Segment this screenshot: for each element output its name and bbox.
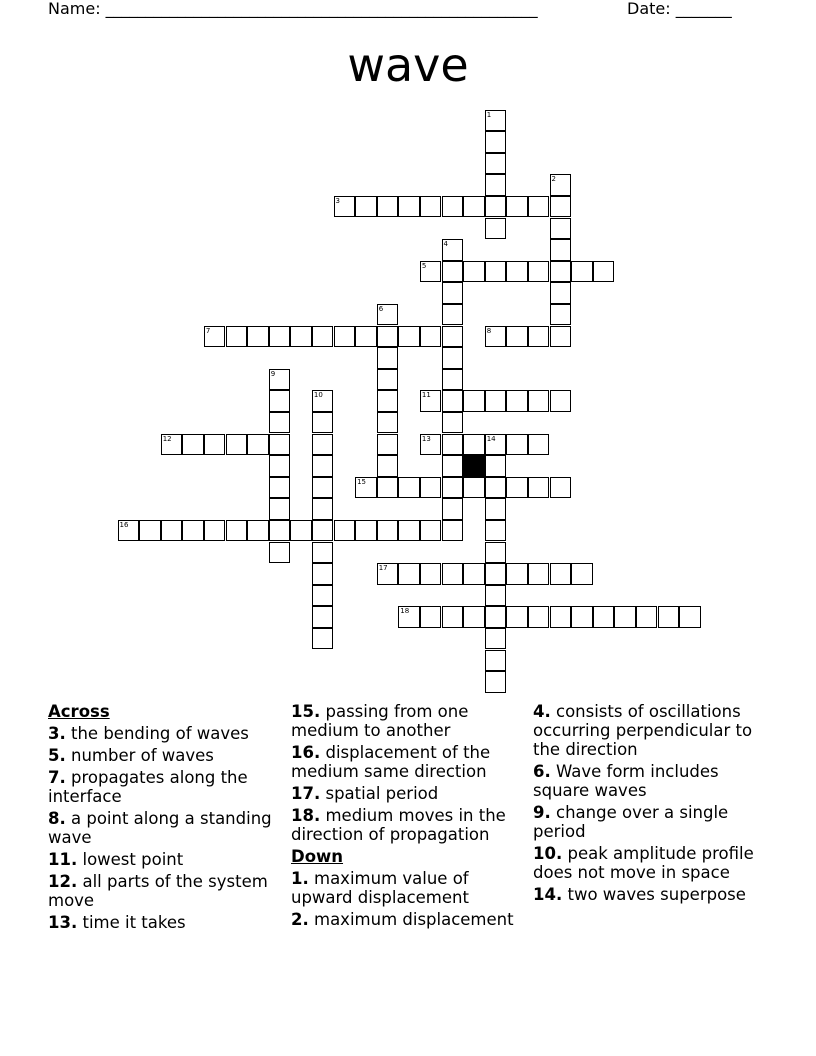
across-heading: Across (48, 702, 110, 721)
clue-number: 10 (313, 391, 323, 400)
across-clue (291, 806, 523, 844)
grid-cell[interactable] (442, 477, 464, 499)
grid-cell[interactable] (420, 520, 442, 542)
clue-text: Wave form includes square waves (533, 762, 719, 800)
grid-cell[interactable] (377, 434, 399, 456)
clue-number-label: 2. (291, 910, 309, 929)
grid-cell[interactable] (442, 563, 464, 585)
grid-cell[interactable] (204, 520, 226, 542)
grid-cell[interactable] (528, 261, 550, 283)
grid-cell[interactable] (485, 542, 507, 564)
clue-text: displacement of the medium same direction (291, 743, 491, 781)
grid-cell[interactable] (269, 520, 291, 542)
grid-cell[interactable] (442, 498, 464, 520)
down-heading: Down (291, 847, 344, 866)
grid-cell[interactable] (463, 390, 485, 412)
grid-cell[interactable] (550, 326, 572, 348)
grid-cell[interactable] (442, 606, 464, 628)
grid-cell[interactable] (312, 563, 334, 585)
grid-cell[interactable] (485, 131, 507, 153)
grid-cell[interactable] (550, 563, 572, 585)
grid-cell[interactable] (312, 606, 334, 628)
grid-cell[interactable] (204, 326, 226, 348)
grid-cell[interactable] (506, 326, 528, 348)
across-clue (48, 724, 280, 743)
grid-cell[interactable] (528, 326, 550, 348)
grid-cell[interactable] (506, 477, 528, 499)
grid-cell[interactable] (312, 628, 334, 650)
grid-cell[interactable] (485, 563, 507, 585)
grid-cell[interactable] (269, 477, 291, 499)
grid-cell[interactable] (528, 606, 550, 628)
grid-cell[interactable] (485, 628, 507, 650)
grid-cell[interactable] (226, 434, 248, 456)
across-clue (48, 768, 280, 806)
grid-cell[interactable] (269, 542, 291, 564)
grid-cell[interactable] (334, 520, 356, 542)
across-clue (291, 702, 523, 740)
across-clue-list (48, 724, 280, 932)
page-title: wave (347, 38, 469, 92)
clue-number-label: 15. (291, 702, 321, 721)
grid-cell[interactable] (485, 650, 507, 672)
across-clue-list-continued (291, 702, 523, 844)
grid-cell[interactable] (550, 606, 572, 628)
grid-cell[interactable] (139, 520, 161, 542)
clue-number: 3 (335, 196, 340, 205)
clue-text: a point along a standing wave (48, 809, 272, 847)
grid-cell[interactable] (550, 282, 572, 304)
down-clue (533, 803, 765, 841)
grid-cell[interactable] (355, 326, 377, 348)
clue-number-label: 1. (291, 869, 309, 888)
grid-cell[interactable] (528, 196, 550, 218)
grid-cell[interactable] (420, 563, 442, 585)
clue-number-label: 9. (533, 803, 551, 822)
grid-cell[interactable] (398, 606, 420, 628)
clue-text: passing from one medium to another (291, 702, 469, 740)
clue-number-label: 12. (48, 872, 78, 891)
name-field: Name: ______________________________________________________ (48, 0, 538, 18)
grid-cell[interactable] (463, 434, 485, 456)
down-clue (533, 702, 765, 759)
grid-cell[interactable] (226, 326, 248, 348)
clues-column-1 (48, 702, 280, 935)
grid-cell[interactable] (442, 304, 464, 326)
grid-cell[interactable] (485, 218, 507, 240)
clues-column-3 (533, 702, 765, 907)
grid-cell[interactable] (506, 196, 528, 218)
grid-cell[interactable] (161, 434, 183, 456)
down-clue (533, 885, 765, 904)
grid-cell[interactable] (377, 347, 399, 369)
grid-cell[interactable] (398, 326, 420, 348)
grid-cell[interactable] (312, 412, 334, 434)
grid-cell[interactable] (442, 239, 464, 261)
grid-cell[interactable] (550, 390, 572, 412)
grid-cell[interactable] (355, 196, 377, 218)
grid-cell[interactable] (442, 434, 464, 456)
grid-cell[interactable] (550, 239, 572, 261)
grid-cell[interactable] (118, 520, 140, 542)
grid-cell[interactable] (485, 606, 507, 628)
grid-cell[interactable] (420, 477, 442, 499)
grid-cell[interactable] (463, 477, 485, 499)
grid-cell[interactable] (442, 390, 464, 412)
across-clue (291, 784, 523, 803)
grid-cell[interactable] (290, 520, 312, 542)
across-clue (48, 872, 280, 910)
grid-cell[interactable] (355, 520, 377, 542)
grid-cell[interactable] (420, 326, 442, 348)
across-clue (291, 743, 523, 781)
grid-cell[interactable] (528, 390, 550, 412)
clue-text: lowest point (82, 850, 184, 869)
clue-number-label: 10. (533, 844, 563, 863)
clues-column-2 (291, 702, 523, 932)
grid-cell[interactable] (463, 196, 485, 218)
clue-text: number of waves (71, 746, 214, 765)
grid-cell[interactable] (571, 261, 593, 283)
grid-cell[interactable] (247, 520, 269, 542)
grid-cell[interactable] (420, 261, 442, 283)
clue-number: 8 (486, 326, 492, 335)
grid-cell[interactable] (269, 498, 291, 520)
clue-number-label: 13. (48, 913, 78, 932)
clue-number-label: 11. (48, 850, 78, 869)
grid-cell[interactable] (312, 326, 334, 348)
grid-cell[interactable] (226, 520, 248, 542)
grid-cell[interactable] (377, 520, 399, 542)
clue-number: 14 (486, 434, 496, 443)
grid-cell[interactable] (442, 196, 464, 218)
grid-cell[interactable] (550, 196, 572, 218)
grid-cell[interactable] (312, 477, 334, 499)
grid-cell[interactable] (377, 390, 399, 412)
grid-cell[interactable] (463, 606, 485, 628)
clue-number-label: 3. (48, 724, 66, 743)
grid-cell[interactable] (658, 606, 680, 628)
grid-cell[interactable] (636, 606, 658, 628)
grid-cell[interactable] (247, 434, 269, 456)
grid-cell[interactable] (269, 369, 291, 391)
clue-text: the bending of waves (71, 724, 249, 743)
grid-cell[interactable] (528, 434, 550, 456)
black-cell (463, 455, 485, 477)
grid-cell[interactable] (442, 261, 464, 283)
clue-number: 5 (421, 261, 427, 270)
grid-cell[interactable] (355, 477, 377, 499)
clue-text: change over a single period (533, 803, 729, 841)
date-field: Date: _______ (627, 0, 732, 18)
grid-cell[interactable] (485, 174, 507, 196)
grid-cell[interactable] (442, 326, 464, 348)
grid-cell[interactable] (593, 261, 615, 283)
grid-cell[interactable] (442, 347, 464, 369)
grid-cell[interactable] (420, 606, 442, 628)
grid-cell[interactable] (182, 434, 204, 456)
grid-cell[interactable] (485, 326, 507, 348)
grid-cell[interactable] (485, 434, 507, 456)
grid-cell[interactable] (485, 153, 507, 175)
grid-cell[interactable] (269, 326, 291, 348)
grid-cell[interactable] (506, 390, 528, 412)
grid-cell[interactable] (442, 282, 464, 304)
grid-cell[interactable] (398, 563, 420, 585)
grid-cell[interactable] (204, 434, 226, 456)
clue-text: propagates along the interface (48, 768, 248, 806)
down-clue (291, 869, 523, 907)
grid-cell[interactable] (528, 563, 550, 585)
grid-cell[interactable] (485, 261, 507, 283)
across-clue (48, 913, 280, 932)
clue-number-label: 14. (533, 885, 563, 904)
clue-number: 17 (378, 564, 388, 573)
grid-cell[interactable] (312, 542, 334, 564)
clue-number: 18 (400, 607, 410, 616)
grid-cell[interactable] (485, 671, 507, 693)
grid-cell[interactable] (506, 563, 528, 585)
grid-cell[interactable] (377, 196, 399, 218)
grid-cell[interactable] (485, 477, 507, 499)
grid-cell[interactable] (312, 585, 334, 607)
grid-cell[interactable] (571, 563, 593, 585)
grid-cell[interactable] (420, 196, 442, 218)
grid-cell[interactable] (334, 196, 356, 218)
grid-cell[interactable] (420, 434, 442, 456)
clue-text: maximum value of upward displacement (291, 869, 469, 907)
clue-number: 16 (119, 520, 129, 529)
grid-cell[interactable] (312, 390, 334, 412)
clue-text: medium moves in the direction of propagation (291, 806, 506, 844)
grid-cell[interactable] (442, 412, 464, 434)
grid-cell[interactable] (550, 174, 572, 196)
clue-text: spatial period (325, 784, 439, 803)
grid-cell[interactable] (312, 498, 334, 520)
clue-number-label: 5. (48, 746, 66, 765)
grid-cell[interactable] (247, 326, 269, 348)
grid-cell[interactable] (182, 520, 204, 542)
across-clue (48, 746, 280, 765)
down-clue (291, 910, 523, 929)
grid-cell[interactable] (506, 606, 528, 628)
grid-cell[interactable] (485, 498, 507, 520)
down-clue-list (291, 869, 523, 929)
clue-number-label: 16. (291, 743, 321, 762)
grid-cell[interactable] (398, 477, 420, 499)
grid-cell[interactable] (334, 326, 356, 348)
grid-cell[interactable] (593, 606, 615, 628)
grid-cell[interactable] (485, 585, 507, 607)
grid-cell[interactable] (269, 390, 291, 412)
grid-cell[interactable] (269, 455, 291, 477)
grid-cell[interactable] (312, 434, 334, 456)
clue-number-label: 18. (291, 806, 321, 825)
grid-cell[interactable] (550, 261, 572, 283)
clue-number-label: 8. (48, 809, 66, 828)
clue-number: 1 (486, 110, 492, 119)
grid-cell[interactable] (398, 520, 420, 542)
clue-number-label: 17. (291, 784, 321, 803)
grid-cell[interactable] (442, 455, 464, 477)
grid-cell[interactable] (312, 455, 334, 477)
grid-cell[interactable] (550, 304, 572, 326)
clue-number: 2 (551, 175, 556, 184)
grid-cell[interactable] (506, 261, 528, 283)
clue-number-label: 6. (533, 762, 551, 781)
grid-cell[interactable] (377, 326, 399, 348)
down-clue-list-continued (533, 702, 765, 904)
clue-number: 12 (162, 434, 172, 443)
grid-cell[interactable] (290, 326, 312, 348)
grid-cell[interactable] (377, 412, 399, 434)
down-clue (533, 844, 765, 882)
grid-cell[interactable] (161, 520, 183, 542)
grid-cell[interactable] (377, 369, 399, 391)
grid-cell[interactable] (485, 520, 507, 542)
grid-cell[interactable] (442, 369, 464, 391)
clue-text: peak amplitude profile does not move in space (533, 844, 754, 882)
down-clue (533, 762, 765, 800)
clue-number: 9 (270, 369, 276, 378)
grid-cell[interactable] (463, 261, 485, 283)
clue-number: 7 (205, 326, 211, 335)
clue-text: maximum displacement (314, 910, 514, 929)
clue-number: 6 (378, 304, 384, 313)
across-clue (48, 809, 280, 847)
grid-cell[interactable] (312, 520, 334, 542)
grid-cell[interactable] (463, 563, 485, 585)
grid-cell[interactable] (506, 434, 528, 456)
grid-cell[interactable] (377, 304, 399, 326)
clue-number: 4 (443, 240, 448, 249)
across-clue (48, 850, 280, 869)
clue-text: two waves superpose (567, 885, 746, 904)
clue-number-label: 4. (533, 702, 551, 721)
grid-cell[interactable] (377, 563, 399, 585)
clue-number: 13 (421, 434, 431, 443)
grid-cell[interactable] (485, 196, 507, 218)
grid-cell[interactable] (420, 390, 442, 412)
clue-text: all parts of the system move (48, 872, 268, 910)
grid-cell[interactable] (377, 455, 399, 477)
grid-cell[interactable] (377, 477, 399, 499)
grid-cell[interactable] (571, 606, 593, 628)
grid-cell[interactable] (269, 412, 291, 434)
clue-number-label: 7. (48, 768, 66, 787)
grid-cell[interactable] (442, 520, 464, 542)
grid-cell[interactable] (398, 196, 420, 218)
grid-cell[interactable] (528, 477, 550, 499)
clue-text: consists of oscillations occurring perpendicular to the direction (533, 702, 753, 759)
grid-cell[interactable] (614, 606, 636, 628)
grid-cell[interactable] (550, 218, 572, 240)
grid-cell[interactable] (679, 606, 701, 628)
grid-cell[interactable] (485, 455, 507, 477)
grid-cell[interactable] (485, 110, 507, 132)
clue-number: 11 (421, 391, 431, 400)
clue-number: 15 (357, 477, 367, 486)
grid-cell[interactable] (269, 434, 291, 456)
grid-cell[interactable] (550, 477, 572, 499)
clue-text: time it takes (82, 913, 186, 932)
grid-cell[interactable] (485, 390, 507, 412)
